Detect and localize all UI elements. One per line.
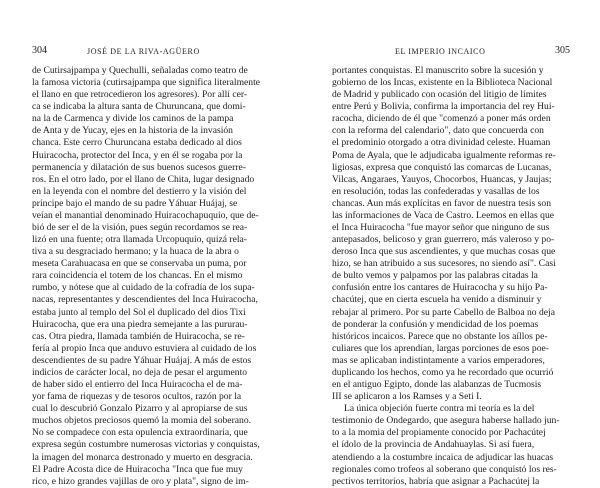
text-line: muchos objetos preciosos quemó la momia del soberano. xyxy=(32,415,252,427)
text-line: confusión entre los cantares de Huiracocha y su hijo Pa- xyxy=(332,282,548,294)
text-line: La única objeción fuerte contra mi teoría es la del xyxy=(344,403,535,415)
text-line: en resolución, todas las confederadas y vasallas de los xyxy=(332,185,540,197)
text-line: expresa según costumbre numerosas victorias y conquistas, xyxy=(32,439,260,451)
text-line: deroso Inca que sus ascendientes, y que muchas cosas que xyxy=(332,246,556,258)
right-page xyxy=(300,0,600,487)
text-line: duplicando los hechos, como ya he recordado que ocurrió xyxy=(332,366,554,378)
text-line: estaba junto al templo del Sol el duplicado del dios Tixi xyxy=(32,306,246,318)
text-line: rumbo, y nótese que al cuidado de la cofradía de los supa- xyxy=(32,282,255,294)
text-line: lizó en una fuente; otra llamada Urcopuquio, quizá rela- xyxy=(32,234,247,246)
text-line: de Madrid y publicado con ocasión del litigio de límites xyxy=(332,89,547,101)
text-line: de ponderar la confusión y mendicidad de los poemas xyxy=(332,318,539,330)
text-line: antepasados, belicoso y gran guerrero, más valeroso y po- xyxy=(332,234,555,246)
left-running-head: JOSÉ DE LA RIVA-AGÜERO xyxy=(87,47,200,56)
text-line: Huiracocha, protector del Inca, y en él se rogaba por la xyxy=(32,149,243,161)
text-line: el predominio otorgado a otra divinidad celeste. Huaman xyxy=(332,137,551,149)
text-line: gobierno de los Incas, existente en la Biblioteca Nacional xyxy=(332,77,553,89)
left-page xyxy=(0,0,300,487)
text-line: to a la momia del propiamente conocido por Pachacútej xyxy=(332,427,546,439)
text-line: veían el manantial denominado Huiracochapuquio, que de- xyxy=(32,209,259,221)
text-line: la famosa victoria (cutirsajpampa que significa literalmente xyxy=(32,77,261,89)
text-line: de haber sido el entierro del Inca Huiracocha el de ma- xyxy=(32,379,243,391)
text-line: Vilcas, Angaraes, Yauyos, Chocorbos, Huancas, y Jaujas; xyxy=(332,173,552,185)
text-line: en la leyenda con el nombre del destierro y la visión del xyxy=(32,185,247,197)
text-line: meseta Carahuacasa en que se conservaba un puma, por xyxy=(32,258,247,270)
right-page-number: 305 xyxy=(555,45,570,56)
text-line: pectivos territorios, habría que asignar a Pachacútej la xyxy=(332,475,540,487)
text-line: indicios de carácter local, no deja de pesar el argumento xyxy=(32,366,248,378)
text-line: tiva a su desgraciado hermano; y la huaca de la abra o xyxy=(32,246,239,258)
text-line: príncipe bajo el mando de su padre Yáhuar Huájaj, se xyxy=(32,197,238,209)
text-line: atendiendo a la costumbre incaica de adjudicar las huacas xyxy=(332,451,554,463)
text-line: hizo, se han atribuido a sus sucesores, no siendo así". Casi xyxy=(332,258,556,270)
text-line: rara coincidencia el totem de los chancas. En el mismo xyxy=(32,270,243,282)
right-page-body xyxy=(332,65,580,488)
text-line: yor fama de riquezas y de tesoros ocultos, razón por la xyxy=(32,391,242,403)
text-line: con la reforma del calendario", dato que concuerda con xyxy=(332,125,544,137)
text-line: portantes conquistas. El manuscrito sobre la sucesión y xyxy=(332,65,544,76)
text-line: ca se indicaba la altura santa de Churuncana, que domi- xyxy=(32,101,246,113)
text-line: la imagen del monarca destronado y muerto en desgracia. xyxy=(32,451,253,463)
text-line: testimonio de Ondegardo, que asegura haberse hallado jun- xyxy=(332,415,560,427)
text-line: ros. En el otro lado, por el llano de Chita, lugar designado xyxy=(32,173,255,185)
text-line: na la de Carmenca y divide los caminos de la pampa xyxy=(32,113,234,125)
text-line: fería al propio Inca que anduvo estuviera al cuidado de los xyxy=(32,342,257,354)
text-line: mas se aplicaban indistintamente a varios emperadores, xyxy=(332,354,545,366)
left-page-number: 304 xyxy=(32,45,47,56)
text-line: en el antiguo Egipto, donde las alabanzas de Tucmosis xyxy=(332,379,542,391)
text-line: de bulto vemos y palpamos por las palabras citadas la xyxy=(332,270,538,282)
text-line: racocha, diciendo de él que "comenzó a poner más orden xyxy=(332,113,551,125)
text-line: III se aplicaron a los Ramses y a Seti I. xyxy=(332,391,482,403)
text-line: Poma de Ayala, que le adjudicaba igualmente reformas re- xyxy=(332,149,556,161)
text-line: históricos incaicos. Parece que no obstante los aíllos pe- xyxy=(332,330,548,342)
text-line: bió de ser el de la visión, pues según recordamos se rea- xyxy=(32,222,248,234)
text-line: las informaciones de Vaca de Castro. Leemos en ellas que xyxy=(332,209,554,221)
text-line: el llano en que retrocedieron los agresores). Por allí cer- xyxy=(32,89,248,101)
text-line: el ídolo de la provincia de Andahuaylas. Si así fuera, xyxy=(332,439,535,451)
text-line: descendientes de su padre Yáhuar Huájaj. A más de estos xyxy=(32,354,252,366)
right-running-head: EL IMPERIO INCAICO xyxy=(395,47,486,56)
text-line: rico, e hizo grandes vajillas de oro y plata", signo de im- xyxy=(32,475,249,487)
text-line: regionales como trofeos al soberano que conquistó los res- xyxy=(332,463,557,475)
text-line: cual lo descubrió Gonzalo Pizarro y al apropiarse de sus xyxy=(32,403,248,415)
text-line: chancas. Aun más explícitas en favor de nuestra tesis son xyxy=(332,197,551,209)
left-page-body xyxy=(32,65,282,488)
text-line: el Inca Huiracocha "fue mayor señor que ninguno de sus xyxy=(332,222,550,234)
text-line: No se compadece con esta opulencia extraordinaria, que xyxy=(32,427,248,439)
text-line: entre Perú y Bolivia, confirma la importancia del rey Hui- xyxy=(332,101,555,113)
text-line: permanencia y dilatación de sus buenos sucesos guerre- xyxy=(32,161,246,173)
text-line: chacútej, que en cierta escuela ha venido a disminuir y xyxy=(332,294,542,306)
text-line: de Cutirsajpampa y Quechulli, señaladas como teatro de xyxy=(32,65,248,76)
text-line: de Anta y de Yucay, ejes en la historia de la invasión xyxy=(32,125,233,137)
text-line: culiares que los aprendían, largas porciones de esos poe- xyxy=(332,342,549,354)
text-line: Huiracocha, que era una piedra semejante a las pururau- xyxy=(32,318,248,330)
text-line: nacas, representantes y descendientes del Inca Huiracocha, xyxy=(32,294,258,306)
text-line: ligiosas, expresa que conquistó las comarcas de Lucanas, xyxy=(332,161,552,173)
text-line: cas. Otra piedra, llamada también de Huiracocha, se re- xyxy=(32,330,245,342)
text-line: chanca. Este cerro Churuncana estaba dedicado al dios xyxy=(32,137,242,149)
text-line: rebajar al primero. Por su parte Cabello de Balboa no deja xyxy=(332,306,555,318)
text-line: El Padre Acosta dice de Huiracocha "Inca que fue muy xyxy=(32,463,243,475)
